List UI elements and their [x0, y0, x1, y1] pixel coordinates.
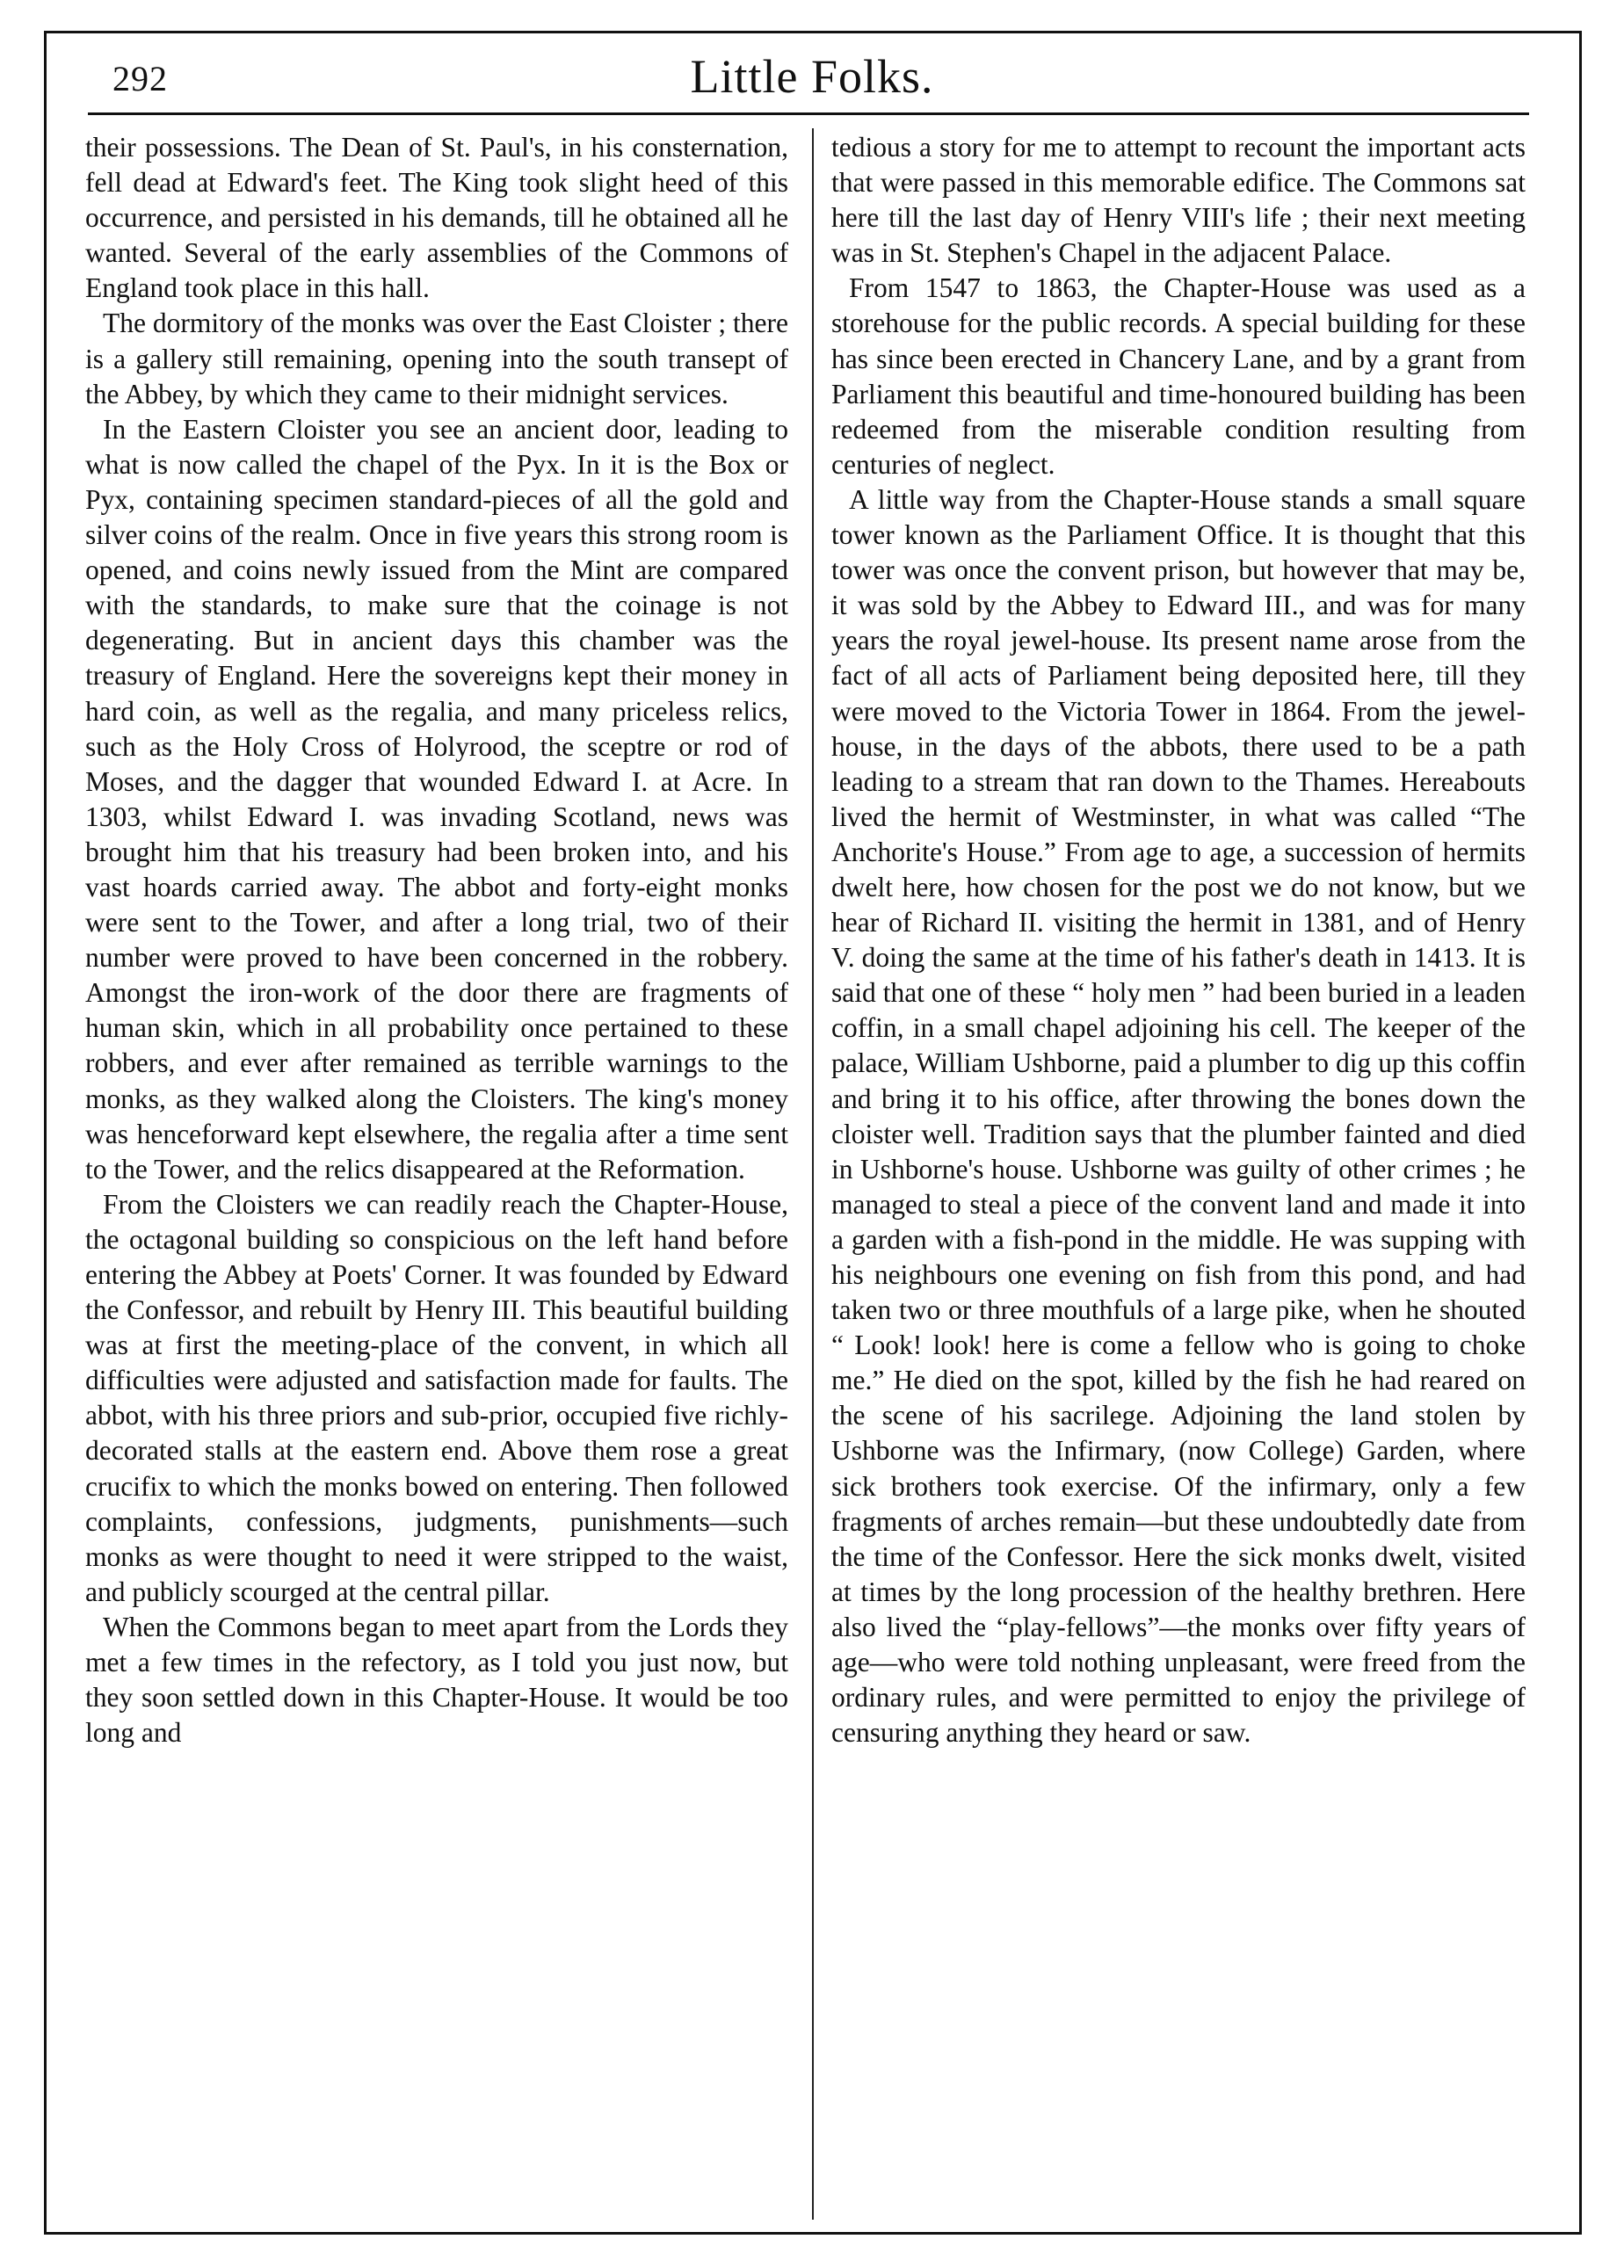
column-divider — [812, 128, 814, 2220]
paragraph: The dormitory of the monks was over the East Cloister ; there is a gallery still remaining, opening into the south transept of the Abbey, by which they came to their midnight services. — [85, 308, 788, 409]
paragraph: tedious a story for me to attempt to recount the important acts that were passed in this memorable edifice. The Commons sat here till the last day of Henry VIII's life ; their next meeting was in St. Stephen's Chapel in the adjacent Palace. — [831, 132, 1526, 269]
header-rule — [88, 112, 1529, 115]
right-column — [831, 130, 1526, 1750]
running-title: Little Folks. — [690, 50, 934, 103]
paragraph: From 1547 to 1863, the Chapter-House was used as a storehouse for the public records. A special building for these has since been erected in Chancery Lane, and by a grant from Parliament this beautiful and time-honoured building has been redeemed from the miserable condition resulting from centuries of neglect. — [831, 272, 1526, 480]
page-number: 292 — [112, 59, 168, 98]
paragraph: In the Eastern Cloister you see an ancient door, leading to what is now called the chapel of the Pyx. In it is the Box or Pyx, containing specimen standard-pieces of all the gold and silver coins of the realm. Once in five years this strong room is opened, and coins newly issued from the Mint are compared with the standards, to make sure that the coinage is not degenerating. But in ancient days this chamber was the treasury of England. Here the sovereigns kept their money in hard coin, as well as the regalia, and many priceless relics, such as the Holy Cross of Holyrood, the sceptre or rod of Moses, and the dagger that wounded Edward I. at Acre. In 1303, whilst Edward I. was invading Scotland, news was brought him that his treasury had been broken into, and his vast hoards carried away. The abbot and forty-eight monks were sent to the Tower, and after a long trial, two of their number were proved to have been concerned in the robbery. Amongst the iron-work of the door there are fragments of human skin, which in all probability once pertained to these robbers, and ever after remained as terrible warnings to the monks, as they walked along the Cloisters. The king's money was henceforward kept elsewhere, the regalia after a time sent to the Tower, and the relics disappeared at the Reformation. — [85, 413, 788, 1185]
paragraph: When the Commons began to meet apart from the Lords they met a few times in the refectory, as I told you just now, but they soon settled down in this Chapter-House. It would be too long and — [85, 1611, 788, 1749]
paragraph: their possessions. The Dean of St. Paul's, in his consternation, fell dead at Edward's feet. The King took slight heed of this occurrence, and persisted in his demands, till he obtained all he wanted. Several of the early assemblies of the Commons of England took place in this hall. — [85, 132, 788, 304]
left-column — [85, 130, 788, 1750]
paragraph: A little way from the Chapter-House stands a small square tower known as the Parliament Office. It is thought that this tower was once the convent prison, but however that may be, it was sold by the Abbey to Edward III., and was for many years the royal jewel-house. Its present name arose from the fact of all acts of Parliament being deposited here, till they were moved to the Victoria Tower in 1864. From the jewel-house, in the days of the abbots, there used to be a path leading to a stream that ran down to the Thames. Hereabouts lived the hermit of Westminster, in what was called “The Anchorite's House.” From age to age, a succession of hermits dwelt here, how chosen for the post we do not know, but we hear of Richard II. visiting the hermit in 1381, and of Henry V. doing the same at the time of his father's death in 1413. It is said that one of these “ holy men ” had been buried in a leaden coffin, in a small chapel adjoining his cell. The keeper of the palace, William Ushborne, paid a plumber to dig up this coffin and bring it to his office, after throwing the bones down the cloister well. Tradition says that the plumber fainted and died in Ushborne's house. Ushborne was guilty of other crimes ; he managed to steal a piece of the convent land and made it into a garden with a fish-pond in the middle. He was supping with his neighbours one evening on fish from this pond, and had taken two or three mouthfuls of a large pike, when he shouted “ Look! look! here is come a fellow who is going to choke me.” He died on the spot, killed by the fish he had reared on the scene of his sacrilege. Adjoining the land stolen by Ushborne was the Infirmary, (now College) Garden, where sick brothers took exercise. Of the infirmary, only a few fragments of arches remain—but these undoubtedly date from the time of the Confessor. Here the sick monks dwelt, visited at times by the long procession of the healthy brethren. Here also lived the “play-fellows”—the monks over fifty years of age—who were told nothing unpleasant, were freed from the ordinary rules, and were permitted to enjoy the privilege of censuring anything they heard or saw. — [831, 483, 1526, 1749]
paragraph: From the Cloisters we can readily reach the Chapter-House, the octagonal building so conspicious on the left hand before entering the Abbey at Poets' Corner. It was founded by Edward the Confessor, and rebuilt by Henry III. This beautiful building was at first the meeting-place of the convent, in which all difficulties were adjusted and satisfaction made for faults. The abbot, with his three priors and sub-prior, occupied five richly-decorated stalls at the eastern end. Above them rose a great crucifix to which the monks bowed on entering. Then followed complaints, confessions, judgments, punishments—such monks as were thought to need it were stripped to the waist, and publicly scourged at the central pillar. — [85, 1188, 788, 1607]
